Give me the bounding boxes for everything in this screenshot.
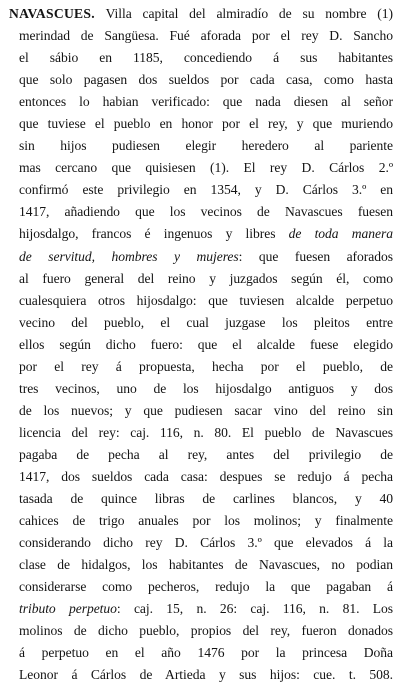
line-text: licencia del rey: caj. 116, n. 80. El pueblo de Navascues	[19, 424, 393, 440]
text-line	[9, 642, 393, 664]
text-line	[9, 334, 393, 356]
text-line	[9, 179, 393, 201]
line-text: pagaba de pecha al rey, antes del privilegio de	[19, 446, 393, 462]
line-text: á perpetuo en el año 1476 por la princesa Doña	[19, 645, 393, 661]
line-text: el sábio en 1185, concediendo á sus habitantes	[19, 50, 393, 66]
text-line	[9, 620, 393, 642]
line-text: que tuviese el pueblo en honor por el rey, y que muriendo	[19, 116, 393, 132]
headword: NAVASCUES.	[9, 6, 95, 21]
text-line	[9, 246, 393, 268]
line-text: considerarse como pecheros, redujo la que pagaban á	[19, 579, 393, 595]
text-line	[9, 312, 393, 334]
line-text: : que fuesen aforados	[238, 248, 393, 264]
text-line	[9, 268, 393, 290]
line-text: por el rey á propuesta, hecha por el pueblo, de	[19, 358, 393, 374]
line-text: tasada de quince libras de carlines blancos, y 40	[19, 491, 393, 507]
line-text: sin hijos pudiesen elegir heredero al pariente	[19, 138, 393, 154]
line-text: cahices de trigo anuales por los molinos; y finalmente	[19, 513, 393, 529]
line-text: que solo pagasen dos sueldos por cada casa, como hasta	[19, 72, 393, 88]
text-line	[9, 488, 393, 510]
text-line	[9, 664, 393, 686]
line-text: al fuero general del reino y juzgados según él, como	[19, 270, 393, 286]
line-text: ellos según dicho fuero: que el alcalde fuese elegido	[19, 336, 393, 352]
line-text: de los nuevos; y que pudiesen sacar vino del reino sin	[19, 402, 393, 418]
text-line	[9, 135, 393, 157]
text-line	[9, 25, 393, 47]
line-text: considerando dicho rey D. Cárlos 3.º que elevados á la	[19, 535, 393, 551]
text-line	[9, 91, 393, 113]
text-line	[9, 598, 393, 620]
text-line	[9, 113, 393, 135]
line-text: tres vecinos, uno de los hijosdalgo antiguos y dos	[19, 380, 393, 396]
text-line	[9, 576, 393, 598]
text-line	[9, 422, 393, 444]
text-line	[9, 356, 393, 378]
text-line	[9, 532, 393, 554]
text-line	[9, 201, 393, 223]
line-text: molinos de dicho pueblo, propios del rey, fueron donados	[19, 623, 393, 639]
text-line	[9, 554, 393, 576]
text-line	[9, 444, 393, 466]
text-line	[9, 510, 393, 532]
line-text: merindad de Sangüesa. Fué aforada por el rey D. Sancho	[19, 28, 393, 44]
dictionary-entry	[9, 3, 393, 686]
line-text: confirmó este privilegio en 1354, y D. Cárlos 3.º en	[19, 182, 393, 198]
line-text: 1417, añadiendo que los vecinos de Navascues fuesen	[19, 204, 393, 220]
text-line	[9, 466, 393, 488]
text-line	[9, 69, 393, 91]
text-line	[9, 378, 393, 400]
text-line	[9, 47, 393, 69]
text-line	[9, 223, 393, 245]
line-text: entonces lo habian verificado: que nada diesen al señor	[19, 94, 393, 110]
text-line	[9, 400, 393, 422]
line-text: mas cercano que quisiesen (1). El rey D. Cárlos 2.º	[19, 160, 393, 176]
text-line	[9, 157, 393, 179]
italic-phrase: de toda manera	[288, 226, 393, 242]
text-line	[9, 290, 393, 312]
line-text: : caj. 15, n. 26: caj. 116, n. 81. Los	[116, 601, 393, 617]
italic-phrase: de servitud, hombres y mujeres	[19, 248, 239, 264]
line-text: clase de hidalgos, los habitantes de Navascues, no podian	[19, 557, 393, 573]
line-text: vecino del pueblo, el cual juzgase los pleitos entre	[19, 314, 393, 330]
line-text: Leonor á Cárlos de Artieda y sus hijos: cue. t. 508.	[19, 667, 393, 683]
line-text: cualesquiera otros hijosdalgo: que tuviesen alcalde perpetuo	[19, 292, 393, 308]
text-line	[9, 3, 393, 25]
italic-phrase: tributo perpetuo	[19, 601, 117, 617]
line-text: Villa capital del almiradío de su nombre (1)	[105, 6, 393, 21]
line-text: hijosdalgo, francos é ingenuos y libres	[19, 226, 289, 242]
line-text: 1417, dos sueldos cada casa: despues se redujo á pecha	[19, 468, 393, 484]
